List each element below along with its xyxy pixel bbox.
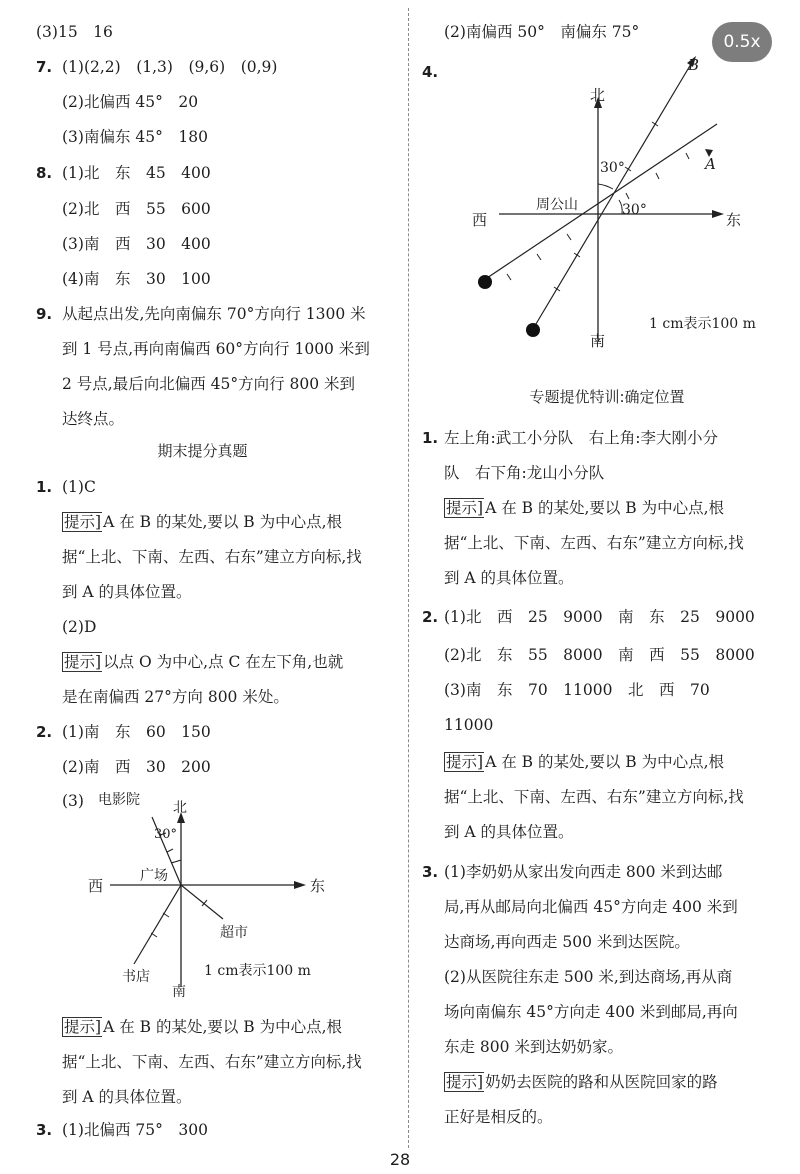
north-label: 北 [173,800,187,816]
answer-line: (2)北 东 55 8000 南 西 55 8000 [444,646,755,664]
zoom-level-badge[interactable]: 0.5x [712,22,772,62]
tick-mark [626,193,629,199]
tick-mark [567,234,571,240]
hint-line: 到 A 的具体位置。 [444,569,574,587]
answer-line: (3) [62,792,84,810]
question-number: 1. [422,429,439,447]
hint-text: A 在 B 的某处,要以 B 为中心点,根 [485,499,725,517]
answer-line: (3)南偏东 45° 180 [62,128,208,146]
answer-line: 达终点。 [62,410,125,428]
answer-line: (2)从医院往东走 500 米,到达商场,再从商 [444,968,733,986]
market-direction-line [181,885,223,919]
page-number: 28 [389,1150,411,1169]
south-label: 南 [590,332,606,350]
answer-line: (1)南 东 60 150 [62,723,211,741]
label-b: B [688,56,700,74]
hint-line [444,1072,718,1092]
hint-line [62,652,343,672]
position-dot [526,323,540,337]
market-label: 超市 [220,925,248,941]
tick-mark [686,153,689,159]
answer-line: (1)北偏西 75° 300 [62,1121,208,1139]
hint-line: 据“上北、下南、左西、右东”建立方向标,找 [444,788,744,806]
hint-line [444,498,724,518]
angle-arc [598,184,613,189]
hint-text: A 在 B 的某处,要以 B 为中心点,根 [103,513,343,531]
hint-line [444,752,724,772]
answer-line: (2)南偏西 50° 南偏东 75° [444,23,640,41]
line-a [481,124,717,282]
direction-map-diagram [434,52,794,352]
question-number: 2. [422,608,439,626]
hint-line: 到 A 的具体位置。 [444,823,574,841]
answer-line: 场向南偏东 45°方向走 400 米到邮局,再向 [444,1003,738,1021]
answer-line: (3)15 16 [36,23,113,41]
answer-line: (4)南 东 30 100 [62,270,211,288]
answer-line: (3)南 西 30 400 [62,235,211,253]
position-dot [478,275,492,289]
answer-line: 队 右下角:龙山小分队 [444,464,605,482]
section-heading: 期末提分真题 [157,442,248,460]
question-number: 4. [422,63,439,81]
answer-line: (1)北 西 25 9000 南 东 25 9000 [444,608,755,626]
question-number: 2. [36,723,53,741]
west-label: 西 [88,877,104,895]
question-number: 9. [36,305,53,323]
hint-text: 以点 O 为中心,点 C 在左下角,也就 [103,653,344,671]
answer-line: 左上角:武工小分队 右上角:李大刚小分 [444,429,718,447]
hint-line [62,512,342,532]
hint-line: 据“上北、下南、左西、右东”建立方向标,找 [62,1053,362,1071]
answer-line: (1)C [62,478,96,496]
hint-text: 奶奶去医院的路和从医院回家的路 [485,1073,718,1091]
hint-text: A 在 B 的某处,要以 B 为中心点,根 [485,753,725,771]
square-map-diagram [80,792,380,1002]
hint-label: 提示 ] [62,1017,102,1037]
hint-line [62,1017,342,1037]
hint-label: 提示 ] [62,512,102,532]
answer-line: 11000 [444,716,494,734]
hint-label: 提示 ] [444,1072,484,1092]
answer-line: (2)南 西 30 200 [62,758,211,776]
hint-label: 提示 ] [62,652,102,672]
bookstore-direction-line [134,885,181,964]
angle-arc [171,860,181,863]
angle-label: 30° [622,202,647,218]
column-divider [408,8,409,1148]
tick-mark [656,173,659,179]
answer-line: (1)北 东 45 400 [62,164,211,182]
north-label: 北 [590,86,606,104]
tick-mark [167,849,173,852]
east-arrow-icon [294,881,306,889]
hint-line: 到 A 的具体位置。 [62,1088,192,1106]
section-heading: 专题提优特训:确定位置 [529,388,685,406]
tick-mark [574,253,580,257]
east-label: 东 [726,211,742,229]
question-number: 8. [36,164,53,182]
center-label: 广场 [140,868,168,884]
answer-line: 达商场,再向西走 500 米到达医院。 [444,933,690,951]
center-label: 周公山 [536,197,578,213]
scale-label: 1 cm表示100 m [649,316,756,332]
answer-line: (3)南 东 70 11000 北 西 70 [444,681,710,699]
east-label: 东 [310,877,326,895]
hint-line: 正好是相反的。 [444,1108,553,1126]
scale-label: 1 cm表示100 m [204,963,311,979]
question-number: 3. [36,1121,53,1139]
hint-label: 提示 ] [444,498,484,518]
east-arrow-icon [712,210,724,218]
answer-line: (1)李奶奶从家出发向西走 800 米到达邮 [444,863,723,881]
answer-line: 2 号点,最后向北偏西 45°方向行 800 米到 [62,375,356,393]
question-number: 1. [36,478,53,496]
hint-text: A 在 B 的某处,要以 B 为中心点,根 [103,1018,343,1036]
hint-line: 据“上北、下南、左西、右东”建立方向标,找 [444,534,744,552]
cinema-label: 电影院 [98,792,140,808]
hint-line: 是在南偏西 27°方向 800 米处。 [62,688,289,706]
south-label: 南 [172,984,186,1000]
bookstore-label: 书店 [122,969,150,985]
answer-line: 到 1 号点,再向南偏西 60°方向行 1000 米到 [62,340,370,358]
tick-mark [507,274,511,280]
hint-line: 到 A 的具体位置。 [62,583,192,601]
hint-line: 据“上北、下南、左西、右东”建立方向标,找 [62,548,362,566]
hint-label: 提示 ] [444,752,484,772]
answer-line: (2)D [62,618,97,636]
answer-line: (2)北偏西 45° 20 [62,93,199,111]
answer-line: 局,再从邮局向北偏西 45°方向走 400 米到 [444,898,738,916]
tick-mark [163,913,169,917]
angle-label: 30° [154,827,178,842]
answer-line: 东走 800 米到达奶奶家。 [444,1038,623,1056]
question-number: 3. [422,863,439,881]
question-number: 7. [36,58,53,76]
label-a: A [705,155,716,173]
answer-line: (1)(2,2) (1,3) (9,6) (0,9) [62,58,278,76]
answer-line: (2)北 西 55 600 [62,200,211,218]
answer-line: 从起点出发,先向南偏东 70°方向行 1300 米 [62,305,366,323]
angle-label: 30° [600,160,625,176]
tick-mark [537,254,541,260]
west-label: 西 [472,211,488,229]
